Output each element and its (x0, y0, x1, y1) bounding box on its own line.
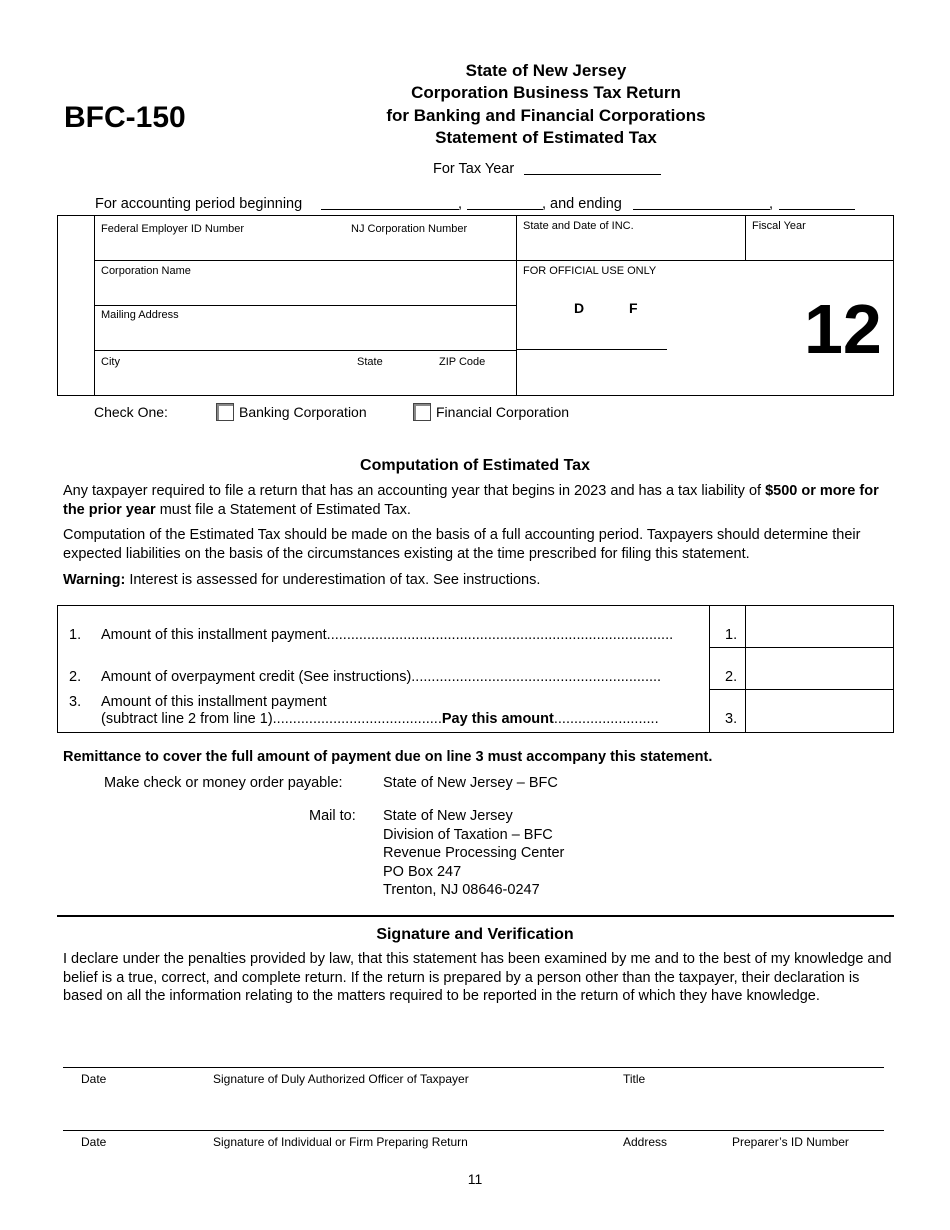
signature-heading: Signature and Verification (376, 926, 574, 943)
divider (745, 215, 746, 261)
divider (709, 689, 894, 690)
divider (709, 605, 710, 733)
fein-field[interactable]: Federal Employer ID Number (101, 223, 245, 235)
preparer-date-field[interactable]: Date (81, 1135, 107, 1149)
warning-text: Interest is assessed for underestimation of tax. See instructions. (125, 572, 541, 588)
signature-line-2 (63, 1130, 884, 1131)
line-1-box-label: 1. (725, 627, 738, 643)
official-use-label: FOR OFFICIAL USE ONLY (523, 265, 657, 277)
title-line: Statement of Estimated Tax (435, 127, 657, 147)
divider (94, 350, 516, 351)
line-3-box-label: 3. (725, 711, 738, 727)
line-text: Amount of overpayment credit (See instructions) (101, 669, 412, 685)
divider (94, 305, 516, 306)
financial-corporation-label: Financial Corporation (436, 404, 570, 420)
divider (516, 349, 667, 350)
state-date-inc-field[interactable]: State and Date of INC. (523, 220, 634, 232)
zip-field[interactable]: ZIP Code (439, 356, 486, 368)
mail-address (383, 807, 564, 900)
form-id: BFC-150 (64, 101, 186, 134)
line-text: (subtract line 2 from line 1) (101, 711, 273, 727)
line-3-amount-input[interactable] (747, 691, 892, 731)
official-f-label: F (629, 300, 638, 316)
divider (516, 215, 517, 396)
line-2-amount-input[interactable] (747, 649, 892, 689)
period-beginning-label: For accounting period beginning (95, 196, 303, 212)
mailing-address-field[interactable]: Mailing Address (101, 309, 179, 321)
para-text: Any taxpayer required to file a return that has an accounting year that begins in 2023 and has a tax liability of (63, 483, 766, 499)
officer-title-field[interactable]: Title (623, 1072, 646, 1086)
title-line: Corporation Business Tax Return (411, 83, 681, 103)
form-title (340, 60, 752, 149)
tax-year-label: For Tax Year (433, 161, 515, 177)
period-begin-year-field[interactable] (467, 209, 543, 210)
preparer-id-field[interactable]: Preparer’s ID Number (732, 1135, 849, 1149)
line-2-number: 2. (69, 669, 82, 685)
pay-this-amount: Pay this amount (441, 711, 554, 727)
page-number: 11 (467, 1171, 483, 1187)
tax-year-field[interactable] (524, 174, 661, 175)
leader-dots: .......................... (553, 711, 659, 727)
nj-corp-number-field[interactable]: NJ Corporation Number (351, 223, 468, 235)
city-field[interactable]: City (101, 356, 120, 368)
line-3-number: 3. (69, 694, 82, 710)
signature-line-1 (63, 1067, 884, 1068)
period-end-year-field[interactable] (779, 209, 855, 210)
line-2-description (101, 669, 701, 685)
computation-para-2: Computation of the Estimated Tax should be made on the basis of a full accounting period. Taxpayers should determine their expected liabilities on the basis of the circumstances existing at the time prescribed for filing this statement. (63, 527, 861, 562)
official-d-label: D (574, 300, 585, 316)
line-1-amount-input[interactable] (747, 607, 892, 647)
financial-corporation-checkbox[interactable] (413, 403, 431, 421)
check-one-label: Check One: (94, 404, 168, 420)
para-bold: $500 or more for the prior year (63, 483, 879, 518)
preparer-address-field[interactable]: Address (623, 1135, 668, 1149)
mail-to-label: Mail to: (309, 808, 356, 824)
title-line: for Banking and Financial Corporations (386, 105, 706, 125)
mail-line: Trenton, NJ 08646-0247 (383, 882, 540, 898)
divider (94, 260, 894, 261)
preparer-signature-field[interactable]: Signature of Individual or Firm Preparing Return (213, 1135, 468, 1149)
remittance-notice: Remittance to cover the full amount of payment due on line 3 must accompany this statement. (63, 749, 713, 765)
mail-line: State of New Jersey (383, 808, 513, 824)
leader-dots: .............................................................. (411, 669, 662, 685)
para-text: must file a Statement of Estimated Tax. (155, 501, 411, 518)
computation-para-1 (63, 482, 893, 519)
banking-corporation-checkbox[interactable] (216, 403, 234, 421)
mail-line: Division of Taxation – BFC (383, 826, 553, 843)
computation-heading: Computation of Estimated Tax (360, 457, 590, 474)
line-1-number: 1. (69, 627, 82, 643)
divider (745, 605, 746, 733)
warning-para (63, 571, 893, 590)
title-line: State of New Jersey (465, 61, 627, 80)
line-3-description: Amount of this installment payment (101, 694, 327, 710)
form-number-12: 12 (804, 290, 882, 368)
payable-value: State of New Jersey – BFC (383, 775, 558, 791)
state-field[interactable]: State (357, 356, 383, 368)
line-text: Amount of this installment payment (101, 627, 327, 643)
mail-line: PO Box 247 (383, 863, 462, 880)
fiscal-year-field[interactable]: Fiscal Year (752, 220, 806, 232)
period-begin-date-field[interactable] (321, 209, 459, 210)
banking-corporation-label: Banking Corporation (239, 404, 367, 420)
divider (709, 647, 894, 648)
section-divider (57, 915, 894, 917)
mail-line: Revenue Processing Center (383, 845, 565, 861)
period-end-date-field[interactable] (633, 209, 770, 210)
warning-label: Warning: (63, 572, 126, 588)
line-1-description (101, 627, 701, 643)
leader-dots: ...................................................................................... (326, 627, 674, 643)
payable-label: Make check or money order payable: (104, 775, 343, 791)
officer-date-field[interactable]: Date (81, 1072, 107, 1086)
period-comma: , (458, 196, 463, 212)
line-3-description-2 (101, 711, 701, 727)
officer-signature-field[interactable]: Signature of Duly Authorized Officer of Taxpayer (213, 1072, 469, 1086)
corp-name-field[interactable]: Corporation Name (101, 265, 191, 277)
leader-dots: .......................................... (272, 711, 442, 727)
period-comma: , (769, 196, 774, 212)
line-2-box-label: 2. (725, 669, 738, 685)
declaration-text: I declare under the penalties provided by law, that this statement has been examined by me and to the best of my knowledge and belief is a true, correct, and complete return. If the return is prepared by a person other than the taxpayer, their declaration is based on all the information relating to the matters required to be reported in the return of which they have knowledge. (63, 951, 892, 1004)
period-ending-label: , and ending (542, 196, 622, 212)
